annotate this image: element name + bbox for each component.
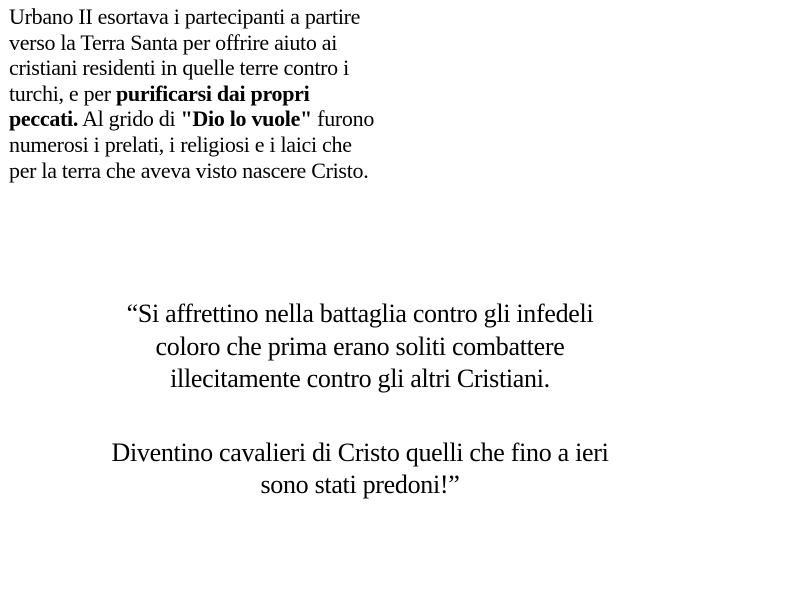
intro-line: Urbano II esortava i partecipanti a partire — [9, 4, 361, 29]
intro-text: turchi, e per — [9, 80, 116, 106]
intro-paragraph — [9, 4, 509, 183]
intro-text: furono — [311, 106, 375, 132]
intro-line: numerosi i prelati, i religiosi e i laici che — [9, 131, 352, 157]
quote-line: “Si affrettino nella battaglia contro gli infedeli — [126, 299, 594, 328]
quote-line: sono stati predoni!” — [260, 470, 460, 499]
intro-line: verso la Terra Santa per offrire aiuto ai — [9, 29, 338, 55]
bold-phrase-peccati: peccati. — [9, 106, 79, 132]
quote-line: illecitamente contro gli altri Cristiani. — [170, 364, 550, 393]
intro-line: cristiani residenti in quelle terre contro i — [9, 55, 349, 81]
intro-text: Al grido di — [78, 106, 181, 132]
quote-line: coloro che prima erano soliti combattere — [155, 331, 565, 361]
quote-block — [0, 298, 720, 502]
bold-phrase-purificarsi: purificarsi dai propri — [115, 80, 310, 106]
bold-phrase-dio-lo-vuole: "Dio lo vuole" — [180, 106, 312, 132]
intro-line: per la terra che aveva visto nascere Cristo. — [9, 157, 369, 183]
intro-line — [9, 106, 509, 132]
stanza-gap — [0, 396, 720, 437]
intro-line — [9, 81, 509, 107]
quote-line: Diventino cavalieri di Cristo quelli che fino a ieri — [111, 437, 609, 467]
